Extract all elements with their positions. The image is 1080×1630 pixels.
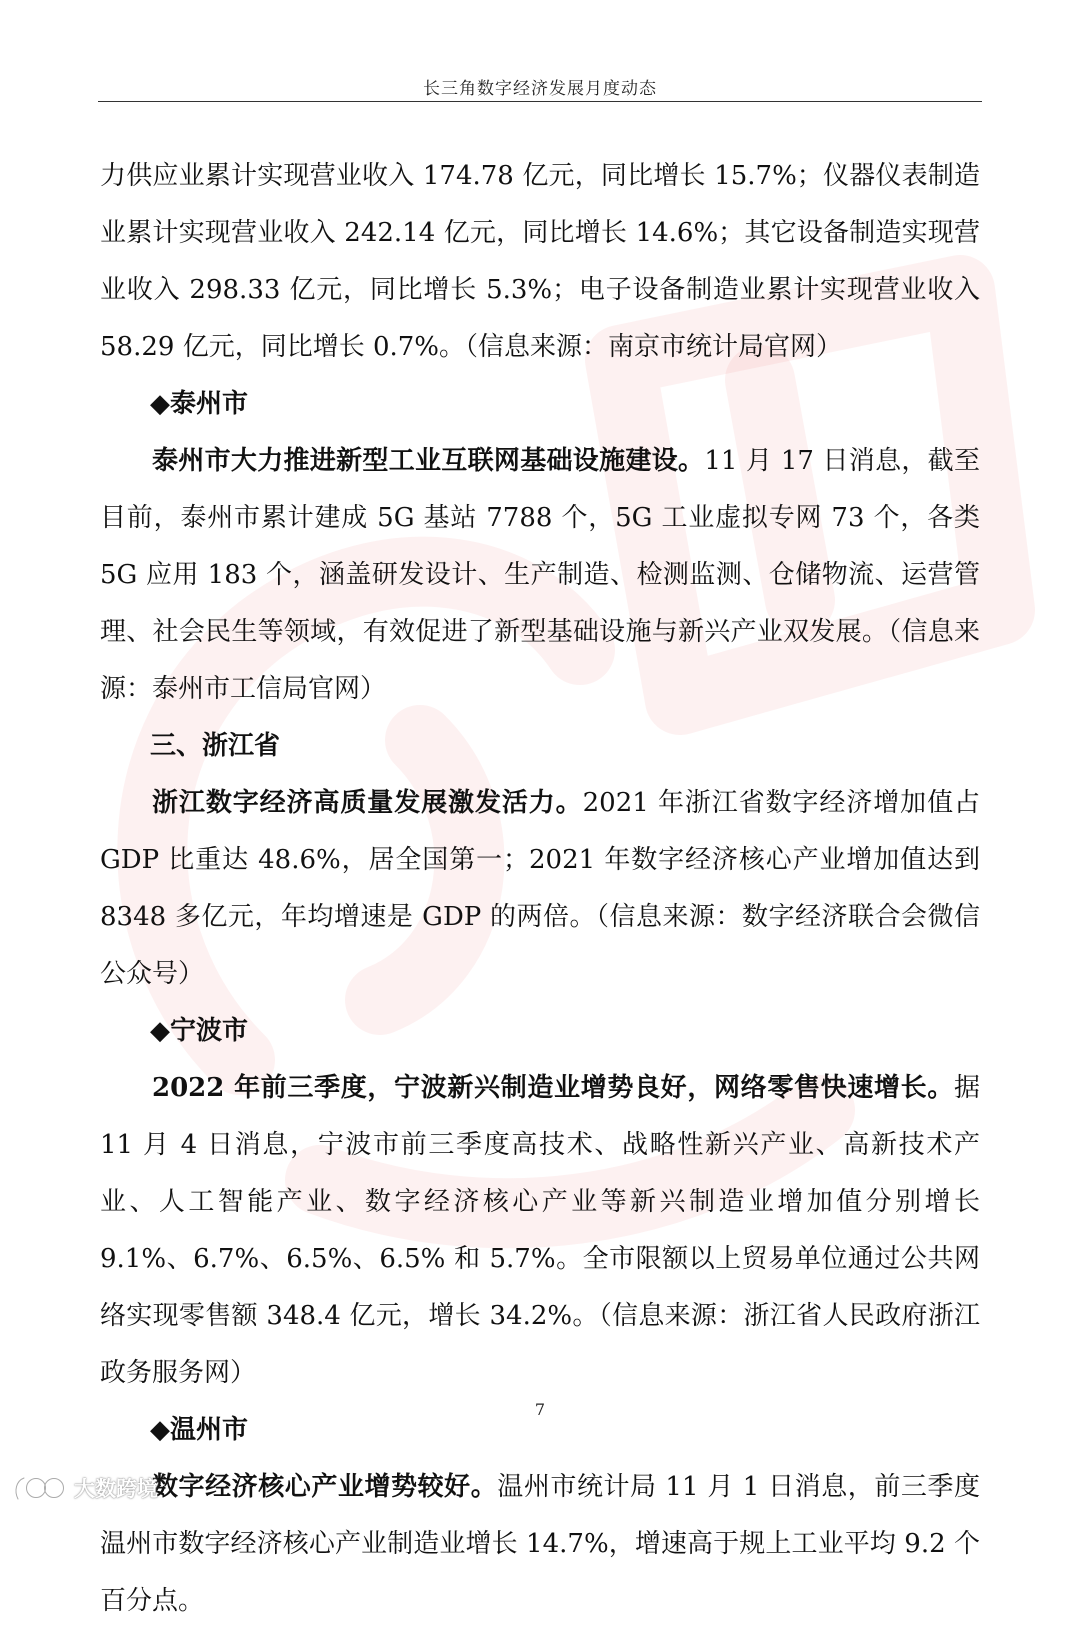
- brand-text: 大数跨境: [74, 1477, 158, 1501]
- dashuju-logo-icon: [12, 1471, 68, 1505]
- paragraph-ningbo: [100, 1060, 980, 1402]
- paragraph-zhejiang-lead: 浙江数字经济高质量发展激发活力。: [152, 788, 583, 818]
- paragraph-nanjing-continuation: 力供应业累计实现营业收入 174.78 亿元，同比增长 15.7%；仪器仪表制造业累计实现营业收入 242.14 亿元，同比增长 14.6%；其它设备制造实现营业收入 298.33 亿元，同比增长 5.3%；电子设备制造业累计实现营业收入 58.29 亿元，同比增长 0.7%。（信息来源：南京市统计局官网）: [100, 161, 980, 362]
- paragraph-zhejiang-text: 2021 年浙江省数字经济增加值占 GDP 比重达 48.6%，居全国第一；2021 年数字经济核心产业增加值达到 8348 多亿元，年均增速是 GDP 的两倍。（信息来源：数字经济联合会微信公众号）: [100, 788, 980, 989]
- paragraph-wenzhou-text: 温州市统计局 11 月 1 日消息，前三季度温州市数字经济核心产业制造业增长 14.7%，增速高于规上工业平均 9.2 个百分点。: [100, 1472, 980, 1616]
- paragraph-wenzhou-lead: 数字经济核心产业增势较好。: [152, 1472, 498, 1502]
- heading-ningbo: ◆宁波市: [150, 1016, 248, 1046]
- page-header-title: 长三角数字经济发展月度动态: [423, 79, 657, 99]
- paragraph-ningbo-text: 据 11 月 4 日消息，宁波市前三季度高技术、战略性新兴产业、高新技术产业、人工智能产业、数字经济核心产业等新兴制造业增加值分别增长 9.1%、6.7%、6.5%、6.5% 和 5.7%。全市限额以上贸易单位通过公共网络实现零售额 348.4 亿元，增长 34.2%。（信息来源：浙江省人民政府浙江政务服务网）: [100, 1073, 980, 1388]
- heading-wenzhou: ◆温州市: [150, 1415, 248, 1445]
- paragraph-zhejiang: [100, 775, 980, 1003]
- brand-watermark: [12, 1468, 158, 1508]
- paragraph-taizhou-lead: 泰州市大力推进新型工业互联网基础设施建设。: [152, 446, 705, 476]
- paragraph-wenzhou: [100, 1459, 980, 1630]
- heading-taizhou: ◆泰州市: [150, 389, 248, 419]
- paragraph-taizhou: [100, 433, 980, 718]
- page-number: 7: [534, 1400, 546, 1419]
- paragraph-ningbo-lead: 2022 年前三季度，宁波新兴制造业增势良好，网络零售快速增长。: [152, 1073, 954, 1103]
- paragraph-taizhou-text: 11 月 17 日消息，截至目前，泰州市累计建成 5G 基站 7788 个，5G 工业虚拟专网 73 个，各类 5G 应用 183 个，涵盖研发设计、生产制造、检测监测、仓储物流、运营管理、社会民生等领域，有效促进了新型基础设施与新兴产业双发展。（信息来源：泰州市工信局官网）: [100, 446, 980, 704]
- heading-zhejiang: 三、浙江省: [150, 731, 281, 761]
- header-divider: [98, 101, 982, 102]
